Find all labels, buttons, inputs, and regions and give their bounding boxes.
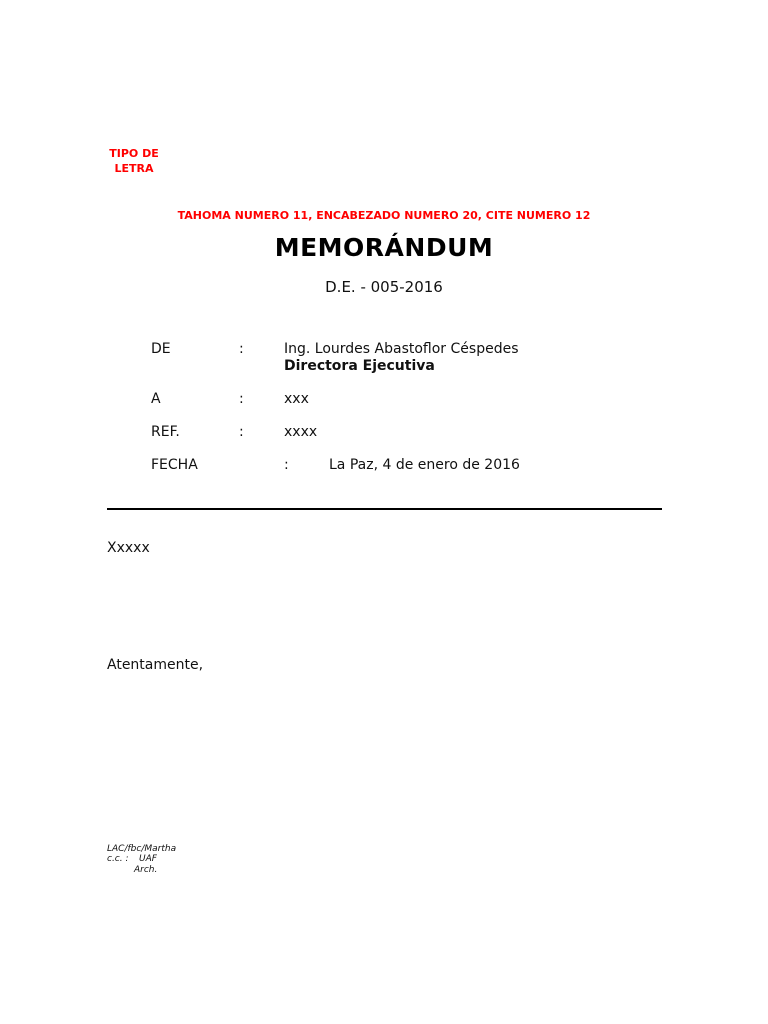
field-colon-a: : — [239, 391, 244, 407]
field-value-ref: xxxx — [284, 424, 318, 440]
field-colon-de: : — [239, 341, 244, 357]
field-value-a: xxx — [284, 391, 309, 407]
field-value-de-role: Directora Ejecutiva — [284, 358, 435, 374]
footer-initials: LAC/fbc/Martha — [107, 844, 177, 854]
field-label-ref: REF. — [151, 424, 180, 440]
field-label-fecha: FECHA — [151, 457, 198, 473]
field-label-a: A — [151, 391, 161, 407]
field-label-de: DE — [151, 341, 171, 357]
memo-cite-number: D.E. - 005-2016 — [325, 278, 443, 296]
font-type-note: TIPO DE LETRA — [109, 147, 159, 175]
footer-cc-arch: Arch. — [134, 865, 158, 875]
header-divider — [107, 508, 662, 510]
footer-cc-uaf: UAF — [139, 854, 157, 864]
field-value-de-name: Ing. Lourdes Abastoflor Céspedes — [284, 341, 519, 357]
memo-body: Xxxxx — [107, 540, 150, 556]
field-colon-fecha: : — [284, 457, 289, 473]
footer-cc-label: c.c. : — [107, 854, 129, 864]
field-value-fecha: La Paz, 4 de enero de 2016 — [329, 457, 520, 473]
field-colon-ref: : — [239, 424, 244, 440]
font-instructions-note: TAHOMA NUMERO 11, ENCABEZADO NUMERO 20, CITE NUMERO 12 — [177, 209, 591, 222]
memo-title: MEMORÁNDUM — [274, 233, 494, 262]
memo-closing: Atentamente, — [107, 657, 204, 673]
